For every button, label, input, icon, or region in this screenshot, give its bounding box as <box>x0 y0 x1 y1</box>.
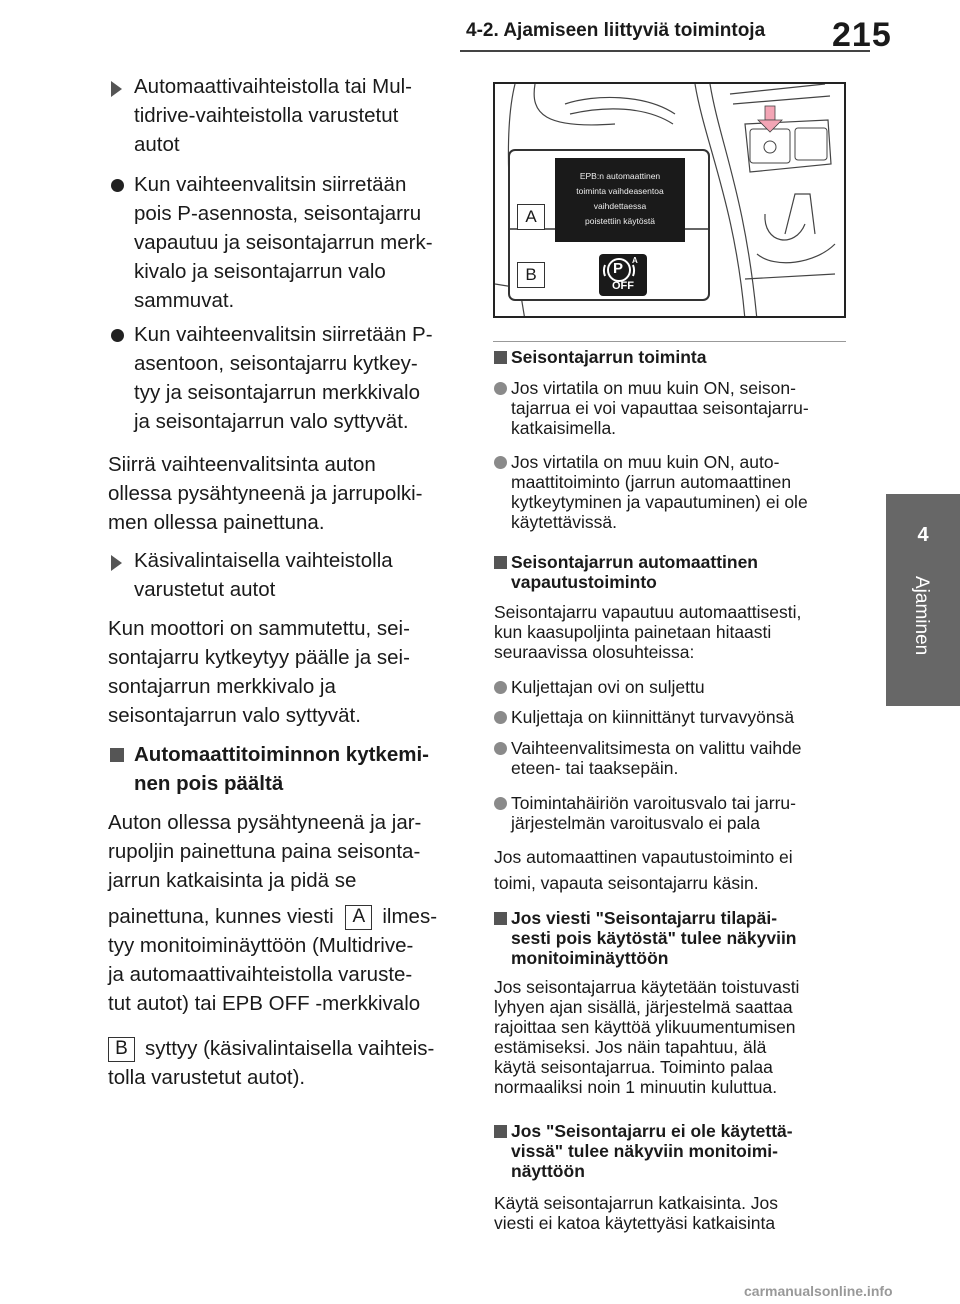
subsection-automatic: Automaattivaihteistolla tai Mul- tidrive-vaihteistolla varustetut autot <box>108 72 464 159</box>
page-number: 215 <box>832 16 892 54</box>
label-a-box: A <box>345 905 372 930</box>
paragraph-disable-steps: Auton ollessa pysähtyneenä ja jar- rupoljin painettuna paina seisonta- jarrun katkaisinta ja pidä se <box>108 811 422 892</box>
section-title: 4-2. Ajamiseen liittyviä toimintoja <box>466 20 766 41</box>
paragraph-manual-release: Jos automaattinen vapautustoiminto ei toimi, vapauta seisontajarru käsin. <box>494 847 793 893</box>
note-power-not-on-1: Jos virtatila on muu kuin ON, seison- tajarrua ei voi vapauttaa seisontajarru- katkaisimella. <box>494 378 848 438</box>
bullet-dot-icon <box>494 382 507 395</box>
heading-temporarily-disabled: Jos viesti "Seisontajarru tilapäi- sesti pois käytöstä" tulee näkyviin monitoiminäyttöön <box>494 908 848 968</box>
paragraph-not-available: Käytä seisontajarrun katkaisinta. Jos viesti ei katoa käytettyäsi katkaisinta <box>494 1193 779 1233</box>
chapter-label: Ajaminen <box>911 576 932 656</box>
arrow-down-icon <box>758 106 782 132</box>
bullet-dot-icon <box>111 329 124 342</box>
bullet-dot-icon <box>494 681 507 694</box>
condition-door: Kuljettajan ovi on suljettu <box>494 677 848 697</box>
heading-disable-auto: Automaattitoiminnon kytkemi- nen pois päältä <box>108 740 464 798</box>
paragraph-temporarily-disabled: Jos seisontajarrua käytetään toistuvasti lyhyen ajan sisällä, järjestelmä saattaa rajoittaa sen käyttöä ylikuumentumisen estämiseksi. Jos näin tapahtuu, älä käytä seisontajarrua. Toiminto palaa normaaliksi noin 1 minuutin kuluttua. <box>494 977 800 1097</box>
square-bullet-icon <box>494 912 507 925</box>
heading-auto-release: Seisontajarrun automaattinen vapautustoiminto <box>494 552 848 592</box>
paragraph-manual: Kun moottori on sammutettu, sei- sontajarru kytkeytyy päälle ja sei- sontajarrun merkkivalo ja seisontajarrun valo syttyvät. <box>108 617 410 727</box>
condition-seatbelt: Kuljettaja on kiinnittänyt turvavyönsä <box>494 707 848 727</box>
bullet-dot-icon <box>111 179 124 192</box>
bullet-dot-icon <box>494 711 507 724</box>
chapter-number: 4 <box>917 524 929 546</box>
square-bullet-icon <box>494 351 507 364</box>
paragraph-shift-note: Siirrä vaihteenvalitsinta auton ollessa pysähtyneenä ja jarrupolki- men ollessa painettuna. <box>108 453 423 534</box>
epb-off-indicator-icon: P A OFF <box>612 256 638 292</box>
dashboard-illustration <box>493 82 846 318</box>
square-bullet-icon <box>494 556 507 569</box>
bullet-dot-icon <box>494 797 507 810</box>
label-b-box: B <box>108 1037 135 1062</box>
heading-not-available: Jos "Seisontajarru ei ole käytettä- vissä" tulee näkyviin monitoimi- näyttöön <box>494 1121 848 1181</box>
chapter-tab <box>886 494 960 706</box>
heading-operation: Seisontajarrun toiminta <box>494 347 848 367</box>
note-power-not-on-2: Jos virtatila on muu kuin ON, auto- maattitoiminto (jarrun automaattinen kytkeytyminen ja vapautuminen) ei ole käytettävissä. <box>494 452 848 532</box>
bullet-shift-out-of-p: Kun vaihteenvalitsin siirretään pois P-asennosta, seisontajarru vapautuu ja seisontajarrun merk- kivalo ja seisontajarrun valo sammuvat. <box>108 170 464 315</box>
triangle-bullet-icon <box>111 81 122 97</box>
triangle-bullet-icon <box>111 555 122 571</box>
paragraph-epb-off: B syttyy (käsivalintaisella vaihteis- tolla varustetut autot). <box>108 1037 435 1089</box>
condition-warning-light: Toimintahäiriön varoitusvalo tai jarru- järjestelmän varoitusvalo ei pala <box>494 793 848 833</box>
square-bullet-icon <box>110 748 124 762</box>
epb-message-display: EPB:n automaattinen toiminta vaihdeasentoa vaihdettaessa poistettiin käytöstä <box>576 171 664 226</box>
figure-divider <box>493 341 846 342</box>
callout-b: B <box>517 262 545 288</box>
callout-a: A <box>517 204 545 230</box>
header-rule <box>460 50 870 52</box>
watermark: carmanualsonline.info <box>744 1283 893 1299</box>
bullet-dot-icon <box>494 742 507 755</box>
condition-gear: Vaihteenvalitsimesta on valittu vaihde eteen- tai taaksepäin. <box>494 738 848 778</box>
square-bullet-icon <box>494 1125 507 1138</box>
paragraph-auto-release: Seisontajarru vapautuu automaattisesti, kun kaasupoljinta painetaan hitaasti seuraavissa olosuhteissa: <box>494 602 802 662</box>
subsection-manual: Käsivalintaisella vaihteistolla varustetut autot <box>108 546 464 604</box>
bullet-shift-into-p: Kun vaihteenvalitsin siirretään P- asentoon, seisontajarru kytkey- tyy ja seisontajarrun merkkivalo ja seisontajarrun valo syttyvät. <box>108 320 464 436</box>
bullet-dot-icon <box>494 456 507 469</box>
paragraph-message: painettuna, kunnes viesti A ilmes- tyy monitoiminäyttöön (Multidrive- ja automaattivaihteistolla varuste- tut autot) tai EPB OFF -merkkivalo <box>108 905 438 1015</box>
